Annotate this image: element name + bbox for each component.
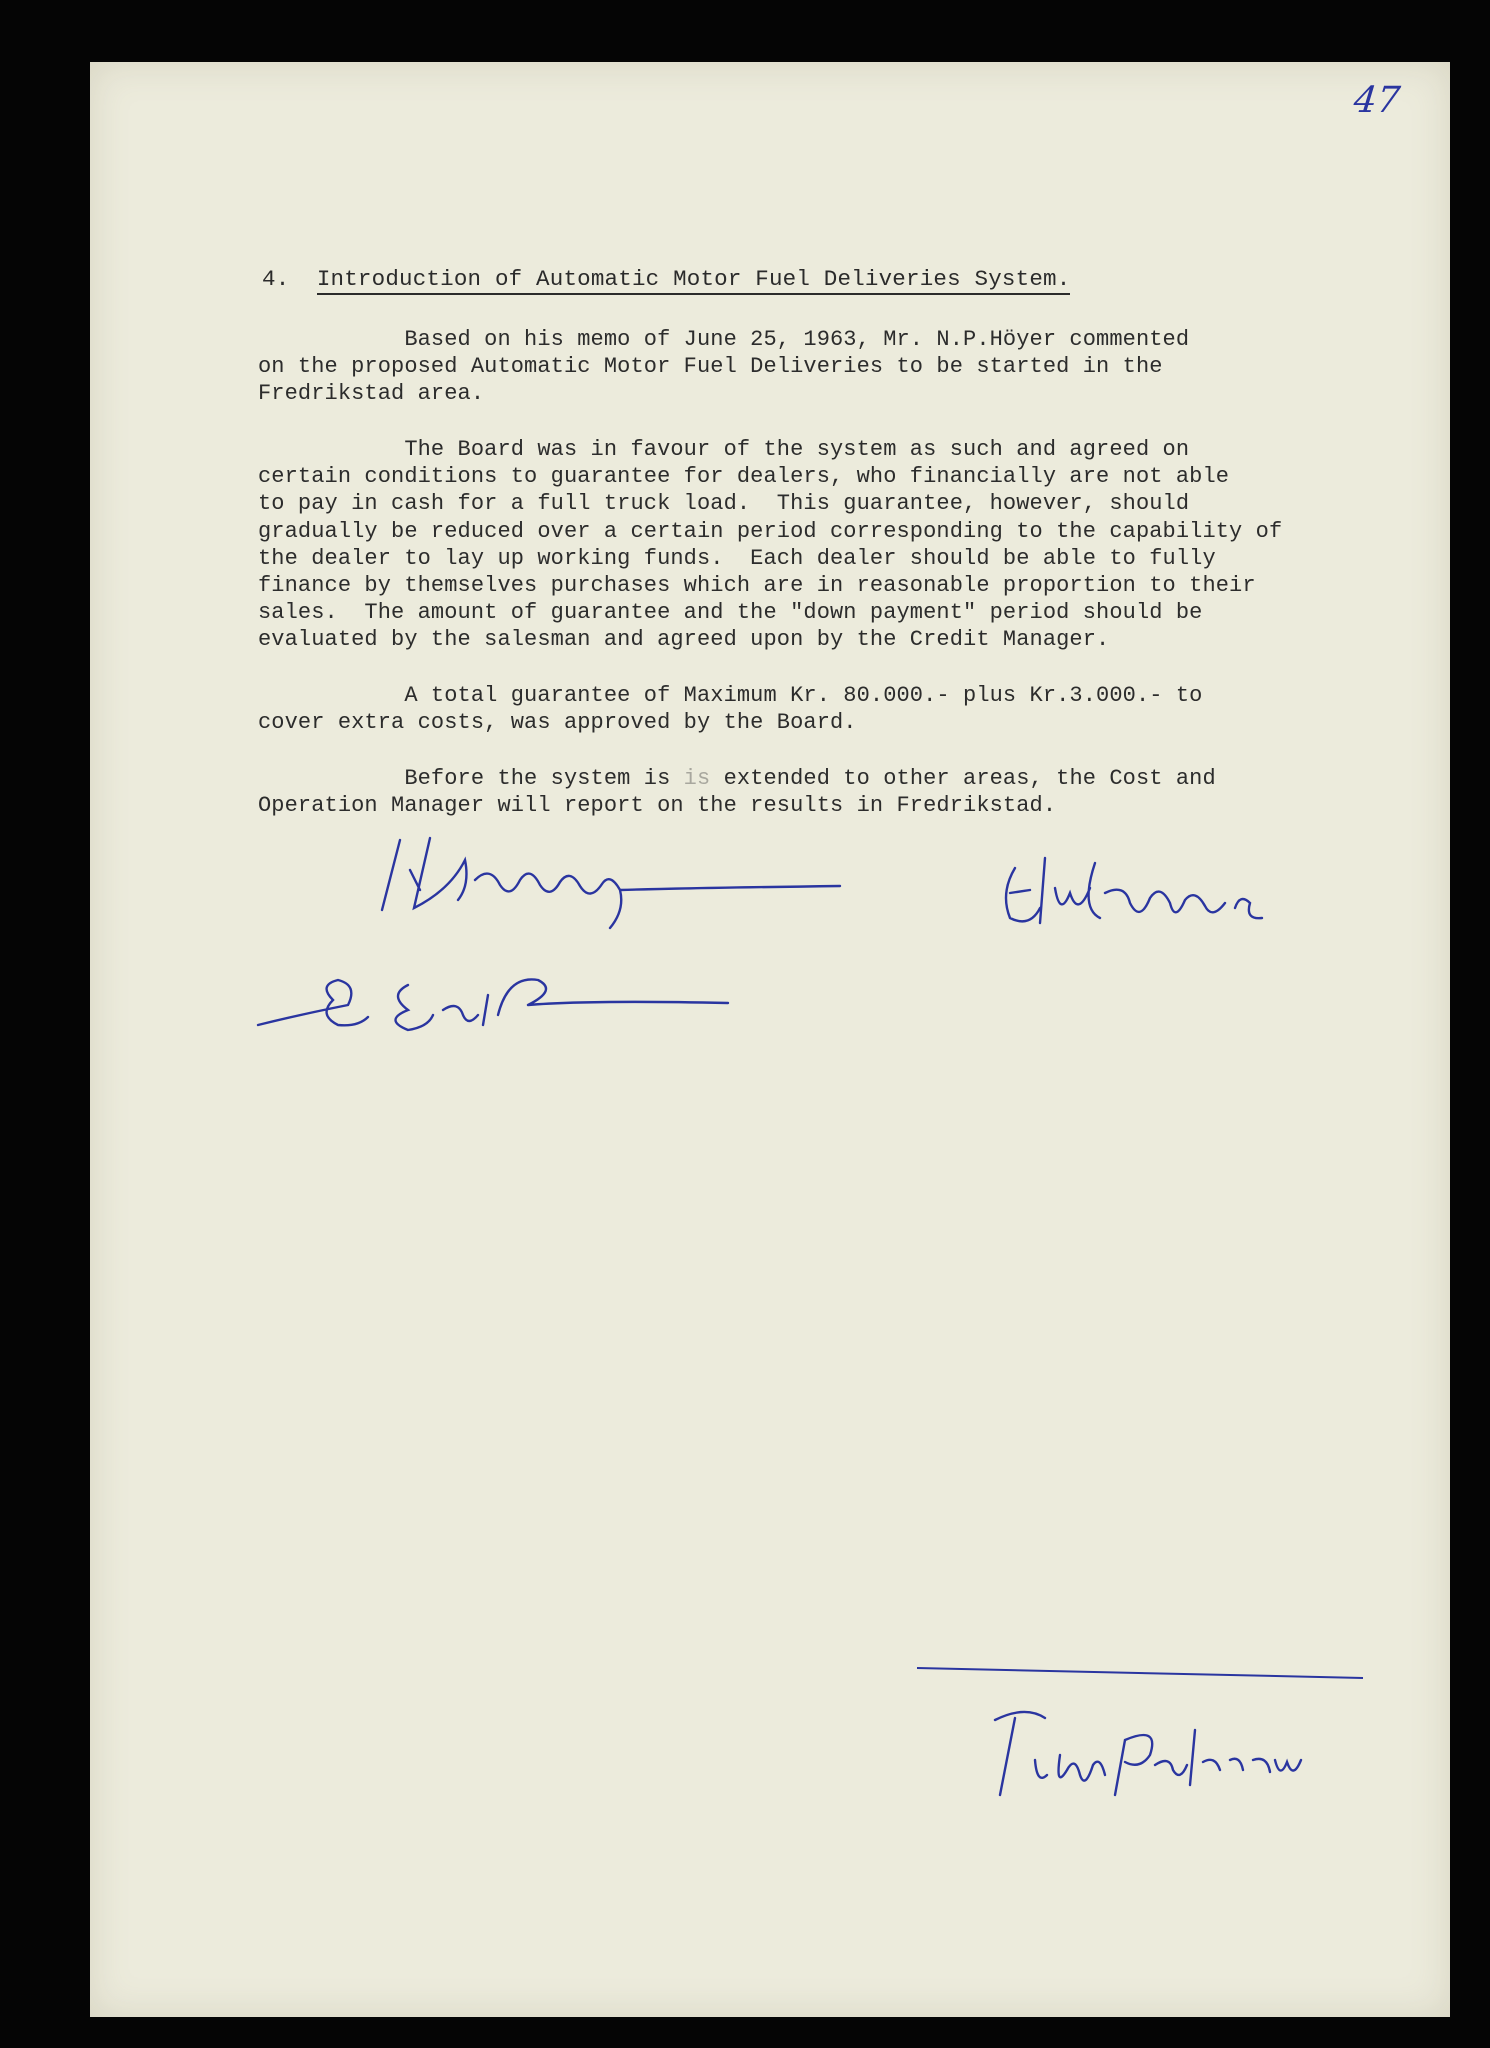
paragraph-line: evaluated by the salesman and agreed upon by the Credit Manager. xyxy=(258,627,1110,653)
signature-3 xyxy=(1000,848,1280,953)
paragraph-line: finance by themselves purchases which are in reasonable proportion to their xyxy=(258,573,1256,599)
signature-4-line xyxy=(915,1660,1365,1685)
paragraph-line: certain conditions to guarantee for dealers, who financially are not able xyxy=(258,464,1230,490)
paragraph-line: Fredrikstad area. xyxy=(258,381,485,407)
paragraph-line: on the proposed Automatic Motor Fuel Deliveries to be started in the xyxy=(258,354,1163,380)
paragraph-line: to pay in cash for a full truck load. This guarantee, however, should xyxy=(258,491,1190,517)
section-number: 4. xyxy=(262,266,290,292)
signature-2 xyxy=(258,955,738,1060)
paragraph-line: gradually be reduced over a certain period corresponding to the capability of xyxy=(258,518,1283,544)
struck-word: is xyxy=(683,766,711,791)
binder-holes xyxy=(0,0,90,2048)
line-part: extended to other areas, the Cost and xyxy=(710,766,1216,791)
line-part: Before the system is xyxy=(258,766,684,791)
paragraph-line: The Board was in favour of the system as such and agreed on xyxy=(258,437,1190,462)
section-title: Introduction of Automatic Motor Fuel Deliveries System. xyxy=(317,266,1071,295)
paragraph-line: Operation Manager will report on the results in Fredrikstad. xyxy=(258,793,1057,819)
paragraph-line: the dealer to lay up working funds. Each dealer should be able to fully xyxy=(258,545,1216,571)
page-number: 47 xyxy=(1351,80,1402,121)
paragraph-line xyxy=(258,765,1318,792)
signature-1 xyxy=(370,830,850,945)
section-heading xyxy=(262,266,1082,292)
signature-4 xyxy=(975,1700,1305,1815)
paragraph-2 xyxy=(258,436,1318,654)
paragraph-4 xyxy=(258,765,1318,819)
paragraph-1 xyxy=(258,326,1318,408)
paragraph-line: cover extra costs, was approved by the Board. xyxy=(258,710,857,736)
paragraph-line: A total guarantee of Maximum Kr. 80.000.- plus Kr.3.000.- to xyxy=(258,683,1203,708)
paragraph-line: Based on his memo of June 25, 1963, Mr. N.P.Höyer commented xyxy=(258,327,1190,352)
paragraph-3 xyxy=(258,682,1318,736)
paragraph-line: sales. The amount of guarantee and the "down payment" period should be xyxy=(258,600,1203,626)
